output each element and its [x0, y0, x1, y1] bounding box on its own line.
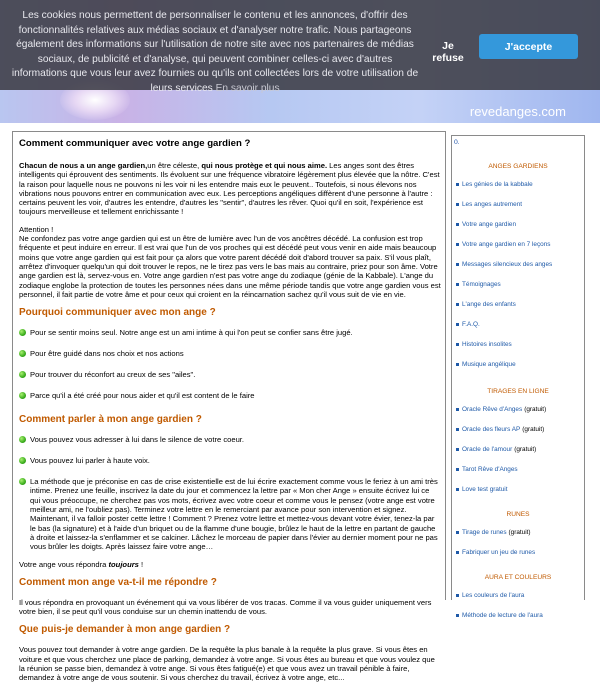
- sidebar-link[interactable]: [456, 486, 584, 493]
- bullet-icon: [456, 594, 459, 597]
- bullet-icon: [456, 203, 459, 206]
- green-bullet-icon: [19, 436, 26, 443]
- sidebar-link[interactable]: [456, 241, 584, 248]
- sidebar-heading: TIRAGES EN LIGNE: [487, 388, 549, 395]
- bullet-icon: [456, 323, 459, 326]
- refuse-button[interactable]: Je refuse: [432, 40, 464, 64]
- bullet-icon: [456, 223, 459, 226]
- sidebar-link[interactable]: [456, 549, 584, 556]
- sidebar: [451, 135, 585, 619]
- bullet-icon: [456, 551, 459, 554]
- sidebar-link[interactable]: [456, 529, 584, 536]
- free-note: (gratuit): [514, 446, 537, 453]
- sidebar-link[interactable]: [456, 201, 584, 208]
- bullet-icon: [456, 263, 459, 266]
- bullet-icon: [456, 243, 459, 246]
- sidebar-link-label[interactable]: Votre ange gardien: [462, 221, 517, 228]
- green-bullet-icon: [19, 371, 26, 378]
- sidebar-link[interactable]: [456, 446, 584, 453]
- sidebar-link-label[interactable]: Histoires insolites: [462, 341, 512, 348]
- green-bullet-icon: [19, 350, 26, 357]
- sidebar-link[interactable]: [456, 321, 584, 328]
- attention-label: Attention !: [19, 224, 54, 234]
- bullet-icon: [456, 343, 459, 346]
- sidebar-link[interactable]: [456, 466, 584, 473]
- list-item-text: La méthode que je préconise en cas de crise existentielle est de lui écrire exactement comme vous le feriez à un ami très intime. Prenez une feuille, inscrivez la date du jour et commencez la lettre par « Mon cher Ange » ensuite écrivez lui ce qui vous préoccupe, ne cherchez pas vos mots, écrivez avec votre coeur et comme vous le pensez (votre ange est votre meilleur ami, ne l'oubliez pas). Terminez votre lettre en le remerciant par avance pour son intervention et signez. Maintenant, il va falloir poster cette lettre ! Comment ? Prenez votre lettre et mettez-vous devant votre évier, tenez-la par le bas (la signature) et à l'aide d'un briquet ou de la flamme d'une bougie, brûlez le haut de la lettre en partant de gauche à droite et laissez-la s'enflammer et se calciner. Lâchez le morceau de papier dans l'évier au dernier moment pour ne pas vous brûler les doigts. Après laissez faire votre ange…: [30, 477, 438, 552]
- bullet-icon: [456, 303, 459, 306]
- sidebar-heading: RUNES: [506, 511, 530, 518]
- list-item: [19, 477, 441, 551]
- site-name: revedanges.com: [469, 104, 566, 119]
- learn-more-link[interactable]: En savoir plus: [215, 82, 280, 94]
- intro-rest: Les anges sont des êtres intelligents qui éprouvent des sentiments. Ils évoluent sur une fréquence vibratoire légèrement plus élevée que la nôtre. C'est la raison pour laquelle nous ne pouvons ni les voir ni les entendre mais eux le peuvent.. Toutefois, si nous élevons nos vibrations nous pouvons entrer en communication avec eux. Les perceptions angéliques diffèrent d'une personne à l'autre : certains peuvent les voir, d'autres les entendre, d'autres les "sentir", d'autres les rêver. Quoi qu'il en soit, l'expérience est toujours merveilleuse et tellement enrichissante !: [19, 161, 440, 217]
- bullet-icon: [456, 283, 459, 286]
- sidebar-link-label[interactable]: Love test gratuit: [462, 486, 508, 493]
- reply-paragraph: Il vous répondra en provoquant un événement qui va vous libérer de vos tracas. Comme il va vous guider uniquement vers votre bien, il se peut qu'il vous conduise sur un chemin inattendu de vous.: [19, 597, 432, 617]
- intro-bold: qui nous protège et qui nous aime.: [201, 161, 328, 170]
- sidebar-link-label[interactable]: Tirage de runes: [462, 529, 507, 536]
- list-item-text: Vous pouvez lui parler à haute voix.: [30, 456, 150, 466]
- bullet-icon: [456, 363, 459, 366]
- list-item-text: Vous pouvez vous adresser à lui dans le silence de votre coeur.: [30, 435, 245, 445]
- sidebar-link[interactable]: [456, 426, 584, 433]
- sidebar-link[interactable]: [456, 612, 584, 619]
- section-heading-ask: Que puis-je demander à mon ange gardien ?: [19, 624, 231, 636]
- green-bullet-icon: [19, 478, 26, 485]
- free-note: (gratuit): [522, 426, 545, 433]
- sidebar-link-label[interactable]: Les couleurs de l'aura: [462, 592, 525, 599]
- list-item-text: Pour trouver du réconfort au creux de ses "ailes".: [30, 370, 196, 380]
- sidebar-heading: ANGES GARDIENS: [488, 163, 548, 170]
- sidebar-link[interactable]: [456, 341, 584, 348]
- section-heading-why: Pourquoi communiquer avec mon ange ?: [19, 307, 216, 319]
- list-item-text: Parce qu'il a été créé pour nous aider et qu'il est content de le faire: [30, 391, 255, 401]
- sidebar-link-label[interactable]: Tarot Rêve d'Anges: [462, 466, 518, 473]
- sidebar-link[interactable]: [456, 301, 584, 308]
- intro-lead: Chacun de nous a un ange gardien,: [19, 161, 148, 170]
- sidebar-link-label[interactable]: Oracle Rêve d'Anges: [462, 406, 523, 413]
- cookie-banner: [0, 0, 600, 94]
- sidebar-link-label[interactable]: Méthode de lecture de l'aura: [462, 612, 543, 619]
- ask-paragraph: Vous pouvez tout demander à votre ange gardien. De la requête la plus banale à la requête la plus grave. Si vous êtes en voiture et que vous cherchez une place de parking, demandez à votre ange. Si vous êtes au bureau et que vous voulez que la réunion se passe bien, demandez à votre ange. Si vous êtes fatigué(e) et que vous avez un travail pénible à faire, demandez à votre ange de vous soutenir. Si vous cherchez du travail, écrivez à votre ange, etc...: [19, 645, 435, 683]
- bullet-icon: [456, 488, 459, 491]
- bullet-icon: [456, 448, 459, 451]
- main-content: [12, 131, 446, 683]
- sidebar-link-label[interactable]: Les génies de la kabbale: [462, 181, 533, 188]
- sidebar-link[interactable]: [456, 406, 584, 413]
- list-item-text: Pour être guidé dans nos choix et nos actions: [30, 349, 184, 359]
- free-note: (gratuit): [508, 529, 531, 536]
- list-item: [19, 456, 441, 465]
- list-item-text: Pour se sentir moins seul. Notre ange est un ami intime à qui l'on peut se confier sans être jugé.: [30, 328, 353, 338]
- section-heading-how: Comment parler à mon ange gardien ?: [19, 414, 202, 426]
- sidebar-heading: AURA ET COULEURS: [484, 574, 552, 581]
- reply-line: [19, 560, 441, 569]
- intro-paragraph: [19, 161, 441, 217]
- cookie-message: Les cookies nous permettent de personnaliser le contenu et les annonces, d'offrir des fonctionnalités relatives aux médias sociaux et d'analyser notre trafic. Nous partageons également des informations sur l'utilisation de notre site avec nos partenaires de médias sociaux, de publicité et d'analyse, qui peuvent combiner celles-ci avec d'autres informations que vous leur avez fournies ou qu'ils ont collectées lors de votre utilisation de leurs services: [11, 10, 419, 94]
- sidebar-link-label[interactable]: Oracle des fleurs AP: [462, 426, 521, 433]
- sidebar-link[interactable]: [456, 281, 584, 288]
- sidebar-link-label[interactable]: F.A.Q.: [462, 321, 480, 328]
- green-bullet-icon: [19, 392, 26, 399]
- bullet-icon: [456, 531, 459, 534]
- sidebar-link[interactable]: [456, 181, 584, 188]
- sidebar-link-label[interactable]: Oracle de l'amour: [462, 446, 513, 453]
- list-item: [19, 349, 441, 358]
- page-title: Comment communiquer avec votre ange gardien ?: [19, 138, 251, 149]
- intro-mid: un être céleste,: [147, 161, 202, 170]
- green-bullet-icon: [19, 457, 26, 464]
- sidebar-link-label[interactable]: Votre ange gardien en 7 leçons: [462, 241, 551, 248]
- sidebar-link[interactable]: [456, 261, 584, 268]
- sidebar-link[interactable]: [456, 361, 584, 368]
- accept-button[interactable]: J'accepte: [479, 34, 578, 59]
- bullet-icon: [456, 614, 459, 617]
- reply-emphasis: toujours: [108, 559, 139, 569]
- list-item: [19, 435, 441, 444]
- list-item: [19, 328, 441, 337]
- sidebar-link[interactable]: [456, 221, 584, 228]
- sidebar-link-label[interactable]: Messages silencieux des anges: [462, 261, 553, 268]
- sidebar-link-label[interactable]: Témoignages: [462, 281, 501, 288]
- sidebar-link-label[interactable]: Musique angélique: [462, 361, 516, 368]
- reply-prefix: Votre ange vous répondra: [19, 559, 109, 569]
- bullet-icon: [456, 408, 459, 411]
- sidebar-link[interactable]: [456, 592, 584, 599]
- sidebar-link-label[interactable]: Les anges autrement: [462, 201, 523, 208]
- bullet-icon: [456, 468, 459, 471]
- attention-paragraph: Ne confondez pas votre ange gardien qui est un être de lumière avec l'un de vos ancêtres décédé. La confusion est trop fréquente et peut induire en erreur. Il est vrai que l'un de vos proches qui est décédé peut vous venir en aide mais beaucoup moins que votre ange gardien qui est fait pour ça alors que votre parent décédé doit d'abord trouver sa paix. S'il vous plaît, arrêtez d'invoquer quelqu'un qui doit trouver le repos, ne le tirez pas vers le bas mais au contraire, priez pour son âme. Votre ange gardien est là, servez-vous en. Votre ange gardien n'est pas votre ange du zodiaque (génie de la Kabbale). L'ange du zodiaque englobe la protection de toutes les personnes nées dans une même période tandis que votre ange gardien vous est personnel, il fait partie de votre âme et pour ceux qui croient en la réincarnation sachez qu'il vous suit de vie en vie.: [19, 234, 441, 299]
- sidebar-link-label[interactable]: L'ange des enfants: [462, 301, 516, 308]
- sidebar-link-label[interactable]: Fabriquer un jeu de runes: [462, 549, 536, 556]
- sidebar-top-link[interactable]: 0.: [454, 139, 460, 146]
- bullet-icon: [456, 428, 459, 431]
- list-item: [19, 391, 441, 400]
- section-heading-reply: Comment mon ange va-t-il me répondre ?: [19, 576, 217, 588]
- bullet-icon: [456, 183, 459, 186]
- free-note: (gratuit): [524, 406, 547, 413]
- reply-suffix: !: [138, 559, 144, 569]
- green-bullet-icon: [19, 329, 26, 336]
- list-item: [19, 370, 441, 379]
- cookie-text: [10, 9, 420, 97]
